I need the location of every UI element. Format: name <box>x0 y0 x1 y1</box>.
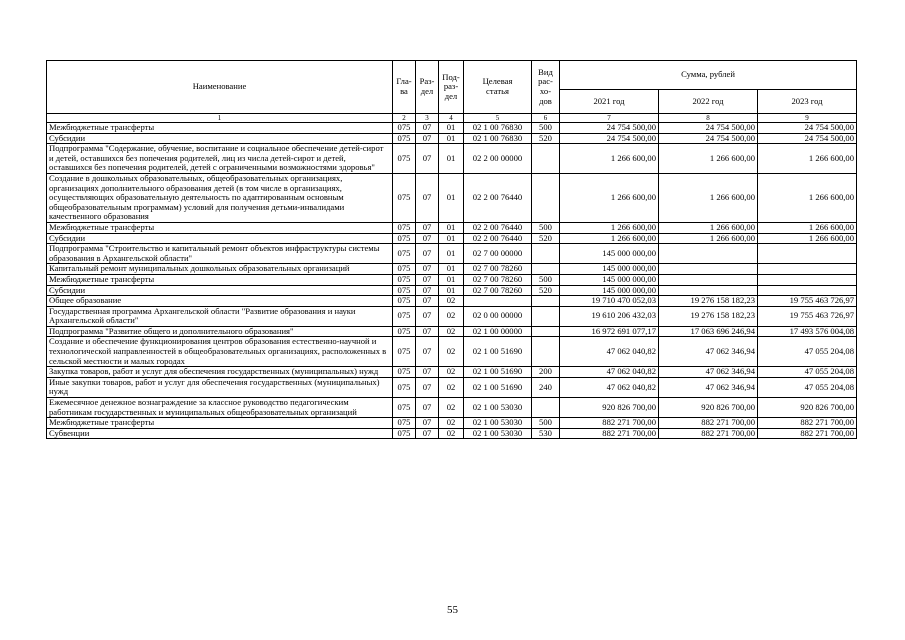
row-name: Иные закупки товаров, работ и услуг для обеспечения государственных (муниципальных) нужд <box>47 377 393 397</box>
row-sum-2022 <box>659 264 758 275</box>
row-sum-2021: 145 000 000,00 <box>560 244 659 264</box>
row-tselevaya-statya: 02 7 00 78260 <box>464 274 532 285</box>
row-sum-2023: 47 055 204,08 <box>758 337 857 367</box>
row-sum-2023: 882 271 700,00 <box>758 428 857 439</box>
row-glava: 075 <box>393 144 416 174</box>
column-index: 7 <box>560 114 659 123</box>
row-razdel: 07 <box>416 337 439 367</box>
row-sum-2021: 145 000 000,00 <box>560 264 659 275</box>
table-row <box>47 367 857 378</box>
row-sum-2021: 24 754 500,00 <box>560 123 659 134</box>
table-row <box>47 274 857 285</box>
row-vid-raskhodov: 500 <box>532 418 560 429</box>
row-vid-raskhodov: 500 <box>532 123 560 134</box>
row-name: Межбюджетные трансферты <box>47 222 393 233</box>
column-index: 2 <box>393 114 416 123</box>
header-podrazdel: Под- раз- дел <box>439 61 464 114</box>
row-sum-2023 <box>758 274 857 285</box>
row-sum-2022: 1 266 600,00 <box>659 173 758 222</box>
row-vid-raskhodov <box>532 264 560 275</box>
row-name: Субсидии <box>47 233 393 244</box>
row-sum-2023: 47 055 204,08 <box>758 367 857 378</box>
row-glava: 075 <box>393 398 416 418</box>
row-sum-2022: 19 276 158 182,23 <box>659 306 758 326</box>
row-glava: 075 <box>393 264 416 275</box>
row-podrazdel: 02 <box>439 326 464 337</box>
table-row <box>47 398 857 418</box>
table-row <box>47 306 857 326</box>
row-name: Субсидии <box>47 133 393 144</box>
header-razdel: Раз- дел <box>416 61 439 114</box>
table-row <box>47 133 857 144</box>
table-body <box>47 123 857 439</box>
row-sum-2022 <box>659 285 758 296</box>
row-glava: 075 <box>393 367 416 378</box>
row-tselevaya-statya: 02 1 00 76830 <box>464 133 532 144</box>
row-razdel: 07 <box>416 144 439 174</box>
row-name: Создание в дошкольных образовательных, общеобразовательных организациях, организациях дополнительного образования детей (в том числе в организациях, осуществляющих образовательную деятельность по адаптированным основным общеобразовательным программам) условий для получения детьми-инвалидами качественного образования <box>47 173 393 222</box>
row-podrazdel: 02 <box>439 367 464 378</box>
column-index: 5 <box>464 114 532 123</box>
header-year-2022: 2022 год <box>659 90 758 114</box>
row-name: Субсидии <box>47 285 393 296</box>
row-name: Подпрограмма "Развитие общего и дополнительного образования" <box>47 326 393 337</box>
row-sum-2023: 17 493 576 004,08 <box>758 326 857 337</box>
header-year-2021: 2021 год <box>560 90 659 114</box>
row-name: Межбюджетные трансферты <box>47 123 393 134</box>
row-vid-raskhodov: 520 <box>532 285 560 296</box>
row-sum-2021: 1 266 600,00 <box>560 144 659 174</box>
row-sum-2023: 1 266 600,00 <box>758 233 857 244</box>
row-tselevaya-statya: 02 1 00 53030 <box>464 428 532 439</box>
row-name: Капитальный ремонт муниципальных дошкольных образовательных организаций <box>47 264 393 275</box>
header-year-2023: 2023 год <box>758 90 857 114</box>
row-sum-2022: 882 271 700,00 <box>659 428 758 439</box>
table-row <box>47 296 857 307</box>
row-sum-2022 <box>659 244 758 264</box>
table-row <box>47 173 857 222</box>
row-glava: 075 <box>393 337 416 367</box>
row-glava: 075 <box>393 306 416 326</box>
row-sum-2022: 19 276 158 182,23 <box>659 296 758 307</box>
column-index: 1 <box>47 114 393 123</box>
table-row <box>47 244 857 264</box>
row-vid-raskhodov <box>532 326 560 337</box>
header-name: Наименование <box>47 61 393 114</box>
row-podrazdel: 01 <box>439 285 464 296</box>
row-name: Подпрограмма "Содержание, обучение, воспитание и социальное обеспечение детей-сирот и детей, оставшихся без попечения родителей, лиц из числа детей-сирот и детей, оставшихся без попечения родителей, детей с ограниченными возможностями здоровья" <box>47 144 393 174</box>
row-glava: 075 <box>393 377 416 397</box>
row-razdel: 07 <box>416 398 439 418</box>
table-row <box>47 326 857 337</box>
row-podrazdel: 01 <box>439 144 464 174</box>
row-name: Создание и обеспечение функционирования центров образования естественно-научной и технологической направленностей в общеобразовательных организациях, расположенных в сельской местности и малых городах <box>47 337 393 367</box>
table-row <box>47 233 857 244</box>
row-sum-2021: 47 062 040,82 <box>560 367 659 378</box>
row-glava: 075 <box>393 296 416 307</box>
row-tselevaya-statya: 02 1 00 53030 <box>464 418 532 429</box>
row-tselevaya-statya: 02 2 00 76440 <box>464 222 532 233</box>
row-name: Государственная программа Архангельской области "Развитие образования и науки Архангельской области" <box>47 306 393 326</box>
row-vid-raskhodov <box>532 398 560 418</box>
row-vid-raskhodov: 530 <box>532 428 560 439</box>
row-razdel: 07 <box>416 133 439 144</box>
row-razdel: 07 <box>416 367 439 378</box>
row-tselevaya-statya: 02 2 00 76440 <box>464 173 532 222</box>
row-sum-2021: 24 754 500,00 <box>560 133 659 144</box>
row-vid-raskhodov <box>532 337 560 367</box>
table-row <box>47 428 857 439</box>
row-name: Субвенции <box>47 428 393 439</box>
table-row <box>47 264 857 275</box>
row-sum-2022: 24 754 500,00 <box>659 133 758 144</box>
page-number: 55 <box>447 604 458 616</box>
column-index: 6 <box>532 114 560 123</box>
row-sum-2022: 47 062 346,94 <box>659 367 758 378</box>
row-podrazdel: 01 <box>439 264 464 275</box>
row-glava: 075 <box>393 428 416 439</box>
row-sum-2021: 1 266 600,00 <box>560 222 659 233</box>
row-razdel: 07 <box>416 306 439 326</box>
row-razdel: 07 <box>416 233 439 244</box>
row-tselevaya-statya: 02 0 00 00000 <box>464 306 532 326</box>
row-sum-2021: 882 271 700,00 <box>560 428 659 439</box>
row-sum-2023: 47 055 204,08 <box>758 377 857 397</box>
row-tselevaya-statya: 02 2 00 76440 <box>464 233 532 244</box>
row-podrazdel: 02 <box>439 377 464 397</box>
row-tselevaya-statya: 02 1 00 51690 <box>464 337 532 367</box>
row-sum-2023: 1 266 600,00 <box>758 144 857 174</box>
row-tselevaya-statya: 02 7 00 00000 <box>464 244 532 264</box>
row-sum-2021: 920 826 700,00 <box>560 398 659 418</box>
row-podrazdel: 01 <box>439 222 464 233</box>
row-name: Межбюджетные трансферты <box>47 418 393 429</box>
row-tselevaya-statya: 02 1 00 53030 <box>464 398 532 418</box>
row-glava: 075 <box>393 274 416 285</box>
row-sum-2021: 16 972 691 077,17 <box>560 326 659 337</box>
table-row <box>47 377 857 397</box>
column-index: 3 <box>416 114 439 123</box>
row-sum-2022: 17 063 696 246,94 <box>659 326 758 337</box>
row-tselevaya-statya: 02 1 00 51690 <box>464 377 532 397</box>
row-sum-2021: 19 710 470 052,03 <box>560 296 659 307</box>
row-vid-raskhodov <box>532 173 560 222</box>
row-tselevaya-statya: 02 1 00 76830 <box>464 123 532 134</box>
column-index: 8 <box>659 114 758 123</box>
column-index-row <box>47 114 857 123</box>
row-sum-2021: 145 000 000,00 <box>560 285 659 296</box>
row-sum-2021: 1 266 600,00 <box>560 233 659 244</box>
row-podrazdel: 01 <box>439 244 464 264</box>
row-sum-2022: 24 754 500,00 <box>659 123 758 134</box>
row-glava: 075 <box>393 222 416 233</box>
row-glava: 075 <box>393 326 416 337</box>
row-tselevaya-statya: 02 7 00 78260 <box>464 285 532 296</box>
row-razdel: 07 <box>416 244 439 264</box>
row-glava: 075 <box>393 133 416 144</box>
row-sum-2022: 1 266 600,00 <box>659 222 758 233</box>
column-index: 4 <box>439 114 464 123</box>
row-glava: 075 <box>393 418 416 429</box>
row-podrazdel: 02 <box>439 306 464 326</box>
row-razdel: 07 <box>416 418 439 429</box>
row-podrazdel: 02 <box>439 428 464 439</box>
row-sum-2023: 24 754 500,00 <box>758 133 857 144</box>
row-vid-raskhodov <box>532 296 560 307</box>
row-sum-2023: 19 755 463 726,97 <box>758 306 857 326</box>
row-sum-2021: 47 062 040,82 <box>560 337 659 367</box>
row-sum-2022: 882 271 700,00 <box>659 418 758 429</box>
header-summa: Сумма, рублей <box>560 61 857 90</box>
row-razdel: 07 <box>416 285 439 296</box>
budget-table <box>46 60 857 439</box>
row-vid-raskhodov: 240 <box>532 377 560 397</box>
row-razdel: 07 <box>416 296 439 307</box>
row-glava: 075 <box>393 123 416 134</box>
row-tselevaya-statya: 02 7 00 78260 <box>464 264 532 275</box>
row-sum-2023: 920 826 700,00 <box>758 398 857 418</box>
row-razdel: 07 <box>416 428 439 439</box>
row-vid-raskhodov <box>532 144 560 174</box>
row-vid-raskhodov <box>532 244 560 264</box>
row-sum-2021: 882 271 700,00 <box>560 418 659 429</box>
row-vid-raskhodov: 500 <box>532 274 560 285</box>
row-name: Подпрограмма "Строительство и капитальный ремонт объектов инфраструктуры системы образования в Архангельской области" <box>47 244 393 264</box>
row-razdel: 07 <box>416 173 439 222</box>
row-razdel: 07 <box>416 222 439 233</box>
row-tselevaya-statya: 02 1 00 51690 <box>464 367 532 378</box>
row-sum-2023: 882 271 700,00 <box>758 418 857 429</box>
row-podrazdel: 01 <box>439 133 464 144</box>
table-row <box>47 123 857 134</box>
row-vid-raskhodov: 500 <box>532 222 560 233</box>
row-razdel: 07 <box>416 326 439 337</box>
row-sum-2022 <box>659 274 758 285</box>
row-glava: 075 <box>393 285 416 296</box>
row-sum-2023: 24 754 500,00 <box>758 123 857 134</box>
row-name: Ежемесячное денежное вознаграждение за классное руководство педагогическим работникам государственных и муниципальных общеобразовательных организаций <box>47 398 393 418</box>
row-glava: 075 <box>393 244 416 264</box>
row-sum-2023: 19 755 463 726,97 <box>758 296 857 307</box>
header-glava: Гла- ва <box>393 61 416 114</box>
table-row <box>47 144 857 174</box>
row-podrazdel: 01 <box>439 173 464 222</box>
header-tselevaya-statya: Целевая статья <box>464 61 532 114</box>
row-sum-2022: 47 062 346,94 <box>659 377 758 397</box>
row-sum-2022: 47 062 346,94 <box>659 337 758 367</box>
row-vid-raskhodov: 520 <box>532 233 560 244</box>
row-podrazdel: 02 <box>439 296 464 307</box>
row-tselevaya-statya: 02 1 00 00000 <box>464 326 532 337</box>
row-razdel: 07 <box>416 274 439 285</box>
table-row <box>47 418 857 429</box>
row-vid-raskhodov: 200 <box>532 367 560 378</box>
row-podrazdel: 02 <box>439 337 464 367</box>
row-podrazdel: 02 <box>439 398 464 418</box>
row-sum-2021: 47 062 040,82 <box>560 377 659 397</box>
header-vid-raskhodov: Вид рас- хо- дов <box>532 61 560 114</box>
row-tselevaya-statya <box>464 296 532 307</box>
row-razdel: 07 <box>416 123 439 134</box>
row-podrazdel: 02 <box>439 418 464 429</box>
row-vid-raskhodov: 520 <box>532 133 560 144</box>
row-sum-2022: 920 826 700,00 <box>659 398 758 418</box>
row-sum-2023 <box>758 244 857 264</box>
row-sum-2021: 1 266 600,00 <box>560 173 659 222</box>
row-vid-raskhodov <box>532 306 560 326</box>
row-sum-2021: 145 000 000,00 <box>560 274 659 285</box>
table-row <box>47 285 857 296</box>
row-sum-2021: 19 610 206 432,03 <box>560 306 659 326</box>
row-sum-2022: 1 266 600,00 <box>659 144 758 174</box>
row-tselevaya-statya: 02 2 00 00000 <box>464 144 532 174</box>
row-name: Межбюджетные трансферты <box>47 274 393 285</box>
row-podrazdel: 01 <box>439 233 464 244</box>
row-sum-2022: 1 266 600,00 <box>659 233 758 244</box>
row-glava: 075 <box>393 233 416 244</box>
row-podrazdel: 01 <box>439 274 464 285</box>
row-sum-2023 <box>758 285 857 296</box>
row-glava: 075 <box>393 173 416 222</box>
row-name: Закупка товаров, работ и услуг для обеспечения государственных (муниципальных) нужд <box>47 367 393 378</box>
column-index: 9 <box>758 114 857 123</box>
row-sum-2023: 1 266 600,00 <box>758 173 857 222</box>
row-sum-2023: 1 266 600,00 <box>758 222 857 233</box>
table-row <box>47 222 857 233</box>
row-razdel: 07 <box>416 264 439 275</box>
table-row <box>47 337 857 367</box>
row-name: Общее образование <box>47 296 393 307</box>
row-sum-2023 <box>758 264 857 275</box>
row-podrazdel: 01 <box>439 123 464 134</box>
row-razdel: 07 <box>416 377 439 397</box>
